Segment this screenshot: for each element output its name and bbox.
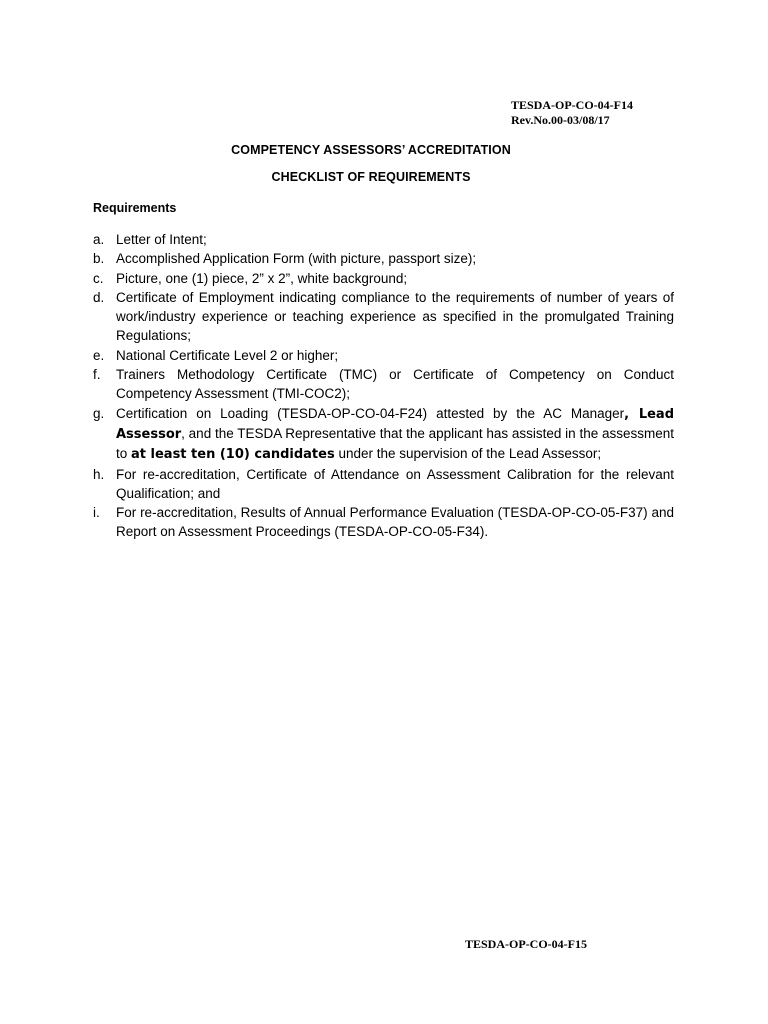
requirement-text	[116, 346, 674, 365]
requirement-text	[116, 503, 674, 542]
requirement-text	[116, 404, 674, 465]
requirement-text	[116, 365, 674, 404]
requirement-letter: f.	[93, 367, 101, 383]
requirement-item	[93, 365, 674, 404]
requirement-text	[116, 249, 674, 268]
footer-form-code: TESDA-OP-CO-04-F15	[465, 937, 587, 951]
requirement-item	[93, 465, 674, 504]
requirement-item	[93, 288, 674, 346]
form-code: TESDA-OP-CO-04-F14	[511, 98, 633, 112]
requirement-item	[93, 269, 674, 288]
revision-number: Rev.No.00-03/08/17	[511, 113, 610, 127]
requirement-text-run: Trainers Methodology Certificate (TMC) or Certificate of Competency on Conduct Competency Assessment (TMI-COC2);	[116, 367, 674, 402]
requirement-text-run: Certification on Loading (TESDA-OP-CO-04-F24) attested by the AC Manager	[116, 405, 625, 421]
requirement-letter: b.	[93, 251, 105, 267]
requirement-text-run: Accomplished Application Form (with picture, passport size);	[116, 251, 477, 267]
requirement-emphasis: at least ten (10) candidates	[131, 447, 335, 463]
requirement-emphasis: , Lead Assessor	[116, 406, 674, 442]
requirement-text	[116, 465, 674, 504]
requirement-text-run: National Certificate Level 2 or higher;	[116, 347, 339, 363]
requirement-text-run: under the supervision of the Lead Assessor;	[334, 446, 602, 462]
requirement-text	[116, 288, 674, 346]
requirement-letter: e.	[93, 347, 105, 363]
section-label: Requirements	[93, 201, 177, 215]
requirement-text-run: For re-accreditation, Results of Annual Performance Evaluation (TESDA-OP-CO-05-F37) and Report on Assessment Proceedings (TESDA-OP-CO-05-F34).	[116, 505, 674, 540]
requirement-letter: i.	[93, 505, 100, 521]
requirement-item	[93, 249, 674, 268]
requirement-letter: c.	[93, 270, 104, 286]
requirements-list	[93, 230, 674, 542]
requirement-text-run: Certificate of Employment indicating compliance to the requirements of number of years of work/industry experience or teaching experience as specified in the promulgated Training Regulations;	[116, 289, 674, 344]
requirement-text-run: Letter of Intent;	[116, 232, 207, 247]
document-title: COMPETENCY ASSESSORS’ ACCREDITATION	[231, 143, 511, 157]
document-subtitle: CHECKLIST OF REQUIREMENTS	[271, 170, 471, 184]
requirement-text	[116, 269, 674, 288]
requirement-item	[93, 346, 674, 365]
requirement-text-run: Picture, one (1) piece, 2” x 2”, white background;	[116, 270, 408, 286]
form-code-block	[511, 98, 633, 128]
requirement-item	[93, 404, 674, 465]
requirement-item	[93, 230, 674, 249]
requirement-item	[93, 503, 674, 542]
requirement-text-run: , and the TESDA Representative that the applicant has assisted in the assessment to	[116, 425, 674, 462]
requirement-letter: h.	[93, 466, 105, 482]
requirement-letter: a.	[93, 232, 105, 247]
requirement-letter: d.	[93, 289, 105, 305]
requirement-text	[116, 230, 674, 249]
requirement-text-run: For re-accreditation, Certificate of Attendance on Assessment Calibration for the relevant Qualification; and	[116, 466, 674, 501]
requirement-letter: g.	[93, 405, 105, 421]
